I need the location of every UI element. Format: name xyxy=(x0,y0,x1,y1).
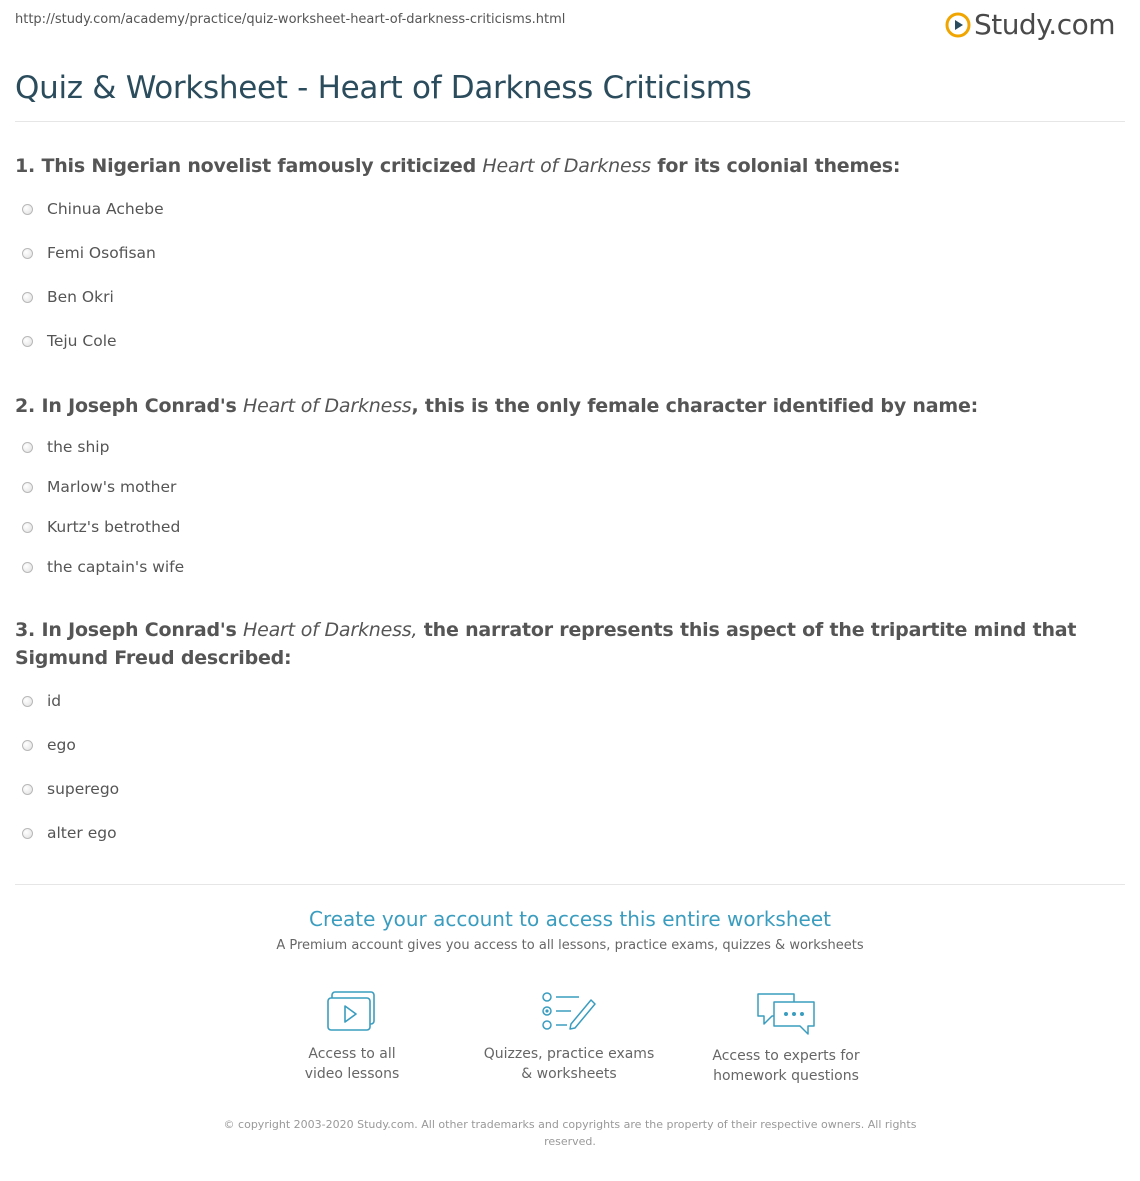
section-divider xyxy=(15,884,1125,885)
feature-label-line1: Access to all xyxy=(308,1046,396,1062)
feature-label-line2: video lessons xyxy=(304,1066,400,1082)
radio-button[interactable] xyxy=(22,482,33,493)
create-account-link[interactable]: Create your account to access this entire worksheet xyxy=(309,907,831,931)
answer-option[interactable]: id xyxy=(22,692,61,710)
feature-label-line2: & worksheets xyxy=(521,1066,617,1082)
feature-experts xyxy=(696,990,876,1086)
question-2: 2. In Joseph Conrad's Heart of Darkness, this is the only female character identified by name: xyxy=(15,395,979,417)
answer-option[interactable]: Ben Okri xyxy=(22,288,114,306)
radio-button[interactable] xyxy=(22,204,33,215)
answer-option[interactable]: the captain's wife xyxy=(22,558,184,576)
page-title: Quiz & Worksheet - Heart of Darkness Criticisms xyxy=(15,70,752,106)
feature-video-lessons xyxy=(262,990,442,1084)
radio-button[interactable] xyxy=(22,740,33,751)
chat-experts-icon xyxy=(754,990,818,1036)
question-3: 3. In Joseph Conrad's Heart of Darkness, the narrator represents this aspect of the tripartite mind that Sigmund Freud described: xyxy=(15,619,1077,669)
feature-label-line2: homework questions xyxy=(713,1068,859,1084)
title-divider xyxy=(15,121,1125,122)
copyright-footer xyxy=(215,1116,925,1150)
copyright-line1: © copyright 2003-2020 Study.com. All other trademarks and copyrights are the property of their respective owners. All rights xyxy=(223,1118,917,1131)
answer-option[interactable]: Chinua Achebe xyxy=(22,200,164,218)
premium-description: A Premium account gives you access to all lessons, practice exams, quizzes & worksheets xyxy=(276,938,864,953)
answer-option[interactable]: alter ego xyxy=(22,824,117,842)
radio-button[interactable] xyxy=(22,336,33,347)
answer-option[interactable]: Kurtz's betrothed xyxy=(22,518,180,536)
radio-button[interactable] xyxy=(22,696,33,707)
feature-quizzes xyxy=(479,990,659,1084)
radio-button[interactable] xyxy=(22,562,33,573)
copyright-line2: reserved. xyxy=(544,1135,596,1148)
play-logo-icon xyxy=(945,12,971,38)
radio-button[interactable] xyxy=(22,784,33,795)
radio-button[interactable] xyxy=(22,522,33,533)
radio-button[interactable] xyxy=(22,828,33,839)
answer-option[interactable]: Teju Cole xyxy=(22,332,117,350)
video-lessons-icon xyxy=(326,990,378,1034)
study-logo[interactable] xyxy=(945,8,1115,41)
logo-text: Study.com xyxy=(973,8,1115,41)
feature-label-line1: Access to experts for xyxy=(712,1048,860,1064)
radio-button[interactable] xyxy=(22,442,33,453)
feature-label-line1: Quizzes, practice exams xyxy=(483,1046,655,1062)
answer-option[interactable]: Femi Osofisan xyxy=(22,244,156,262)
radio-button[interactable] xyxy=(22,248,33,259)
quiz-checklist-icon xyxy=(541,990,597,1034)
answer-option[interactable]: superego xyxy=(22,780,119,798)
page-url: http://study.com/academy/practice/quiz-worksheet-heart-of-darkness-criticisms.html xyxy=(15,12,566,27)
answer-option[interactable]: ego xyxy=(22,736,76,754)
radio-button[interactable] xyxy=(22,292,33,303)
question-1: 1. This Nigerian novelist famously criticized Heart of Darkness for its colonial themes: xyxy=(15,155,901,177)
answer-option[interactable]: Marlow's mother xyxy=(22,478,176,496)
answer-option[interactable]: the ship xyxy=(22,438,109,456)
